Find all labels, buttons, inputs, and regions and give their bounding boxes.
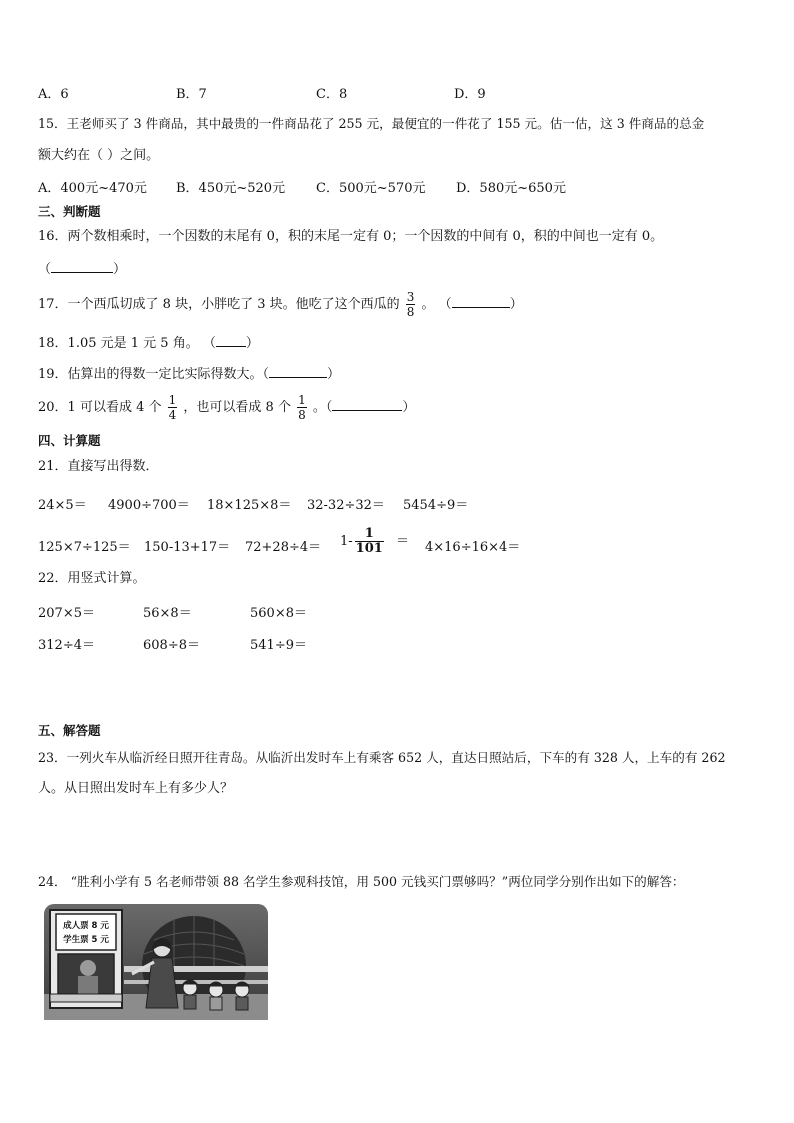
- q17-answer-blank[interactable]: [452, 294, 510, 308]
- q21-r2-c3: 72+28÷4＝: [245, 540, 322, 555]
- q15-option-c: C．500元~570元: [316, 181, 426, 196]
- q22-r1-c2: 56×8＝: [143, 606, 192, 621]
- q20-frac2-denominator: 8: [298, 408, 306, 422]
- q16-answer-blank[interactable]: [51, 259, 113, 273]
- q17-frac-numerator: 3: [406, 290, 415, 304]
- q21-r1-c3: 18×125×8＝: [207, 498, 292, 513]
- q20-frac1-numerator: 1: [168, 393, 177, 407]
- q22-r1-c1: 207×5＝: [38, 606, 95, 621]
- q21-r2-c2: 150-13+17＝: [144, 540, 231, 555]
- q20-mid: ，也可以看成 8 个: [183, 400, 291, 415]
- q18-text: 18．1.05 元是 1 元 5 角。 （: [38, 336, 216, 351]
- q14-option-c: C．8: [316, 87, 348, 102]
- section-heading-word-problems: 五、解答题: [38, 723, 101, 738]
- q20-frac2-numerator: 1: [298, 393, 306, 407]
- q21-r1-c1: 24×5＝: [38, 498, 87, 513]
- q22-r2-c1: 312÷4＝: [38, 638, 95, 653]
- q19-line: [38, 364, 340, 384]
- q21-title: 21．直接写出得数．: [38, 459, 159, 474]
- q16-line1: 16．两个数相乘时，一个因数的末尾有 0，积的末尾一定有 0；一个因数的中间有 0，积的中间也一定有 0。: [38, 229, 664, 244]
- q18-answer-blank[interactable]: [216, 333, 246, 347]
- q20-fraction-2: [297, 393, 307, 422]
- q19-text: 19．估算出的得数一定比实际得数大。（: [38, 367, 270, 382]
- q16-paren-open: （: [38, 262, 52, 277]
- q20-frac1-denominator: 4: [168, 408, 177, 422]
- q20-tail: 。（: [312, 400, 333, 415]
- q20-answer-blank[interactable]: [332, 397, 402, 411]
- q15-option-d: D．580元~650元: [456, 181, 566, 196]
- q20-close: ）: [402, 400, 416, 415]
- q15-option-a: A．400元~470元: [38, 181, 147, 196]
- q21-r1-c4: 32-32÷32＝: [307, 498, 385, 513]
- q23-line1: 23．一列火车从临沂经日照开往青岛。从临沂出发时车上有乘客 652 人，直达日照站后，下车的有 328 人，上车的有 262: [38, 750, 726, 765]
- section-heading-calculation: 四、计算题: [38, 433, 101, 448]
- q17-text: 17．一个西瓜切成了 8 块，小胖吃了 3 块。他吃了这个西瓜的: [38, 297, 400, 312]
- q22-r2-c3: 541÷9＝: [250, 638, 307, 653]
- q21-r2-c4: [340, 522, 409, 562]
- q21-r1-c5: 5454÷9＝: [403, 498, 469, 513]
- q20-line: [38, 392, 415, 424]
- q17-tail: 。 （: [421, 297, 452, 312]
- q17-line: [38, 290, 523, 320]
- q18-close: ）: [245, 336, 259, 351]
- q21-r1-c2: 4900÷700＝: [108, 498, 190, 513]
- q15-line2: 额大约在（ ）之间。: [38, 148, 160, 163]
- q21-r2-c4-frac-numerator: 1: [355, 527, 384, 542]
- q15-line1: 15．王老师买了 3 件商品，其中最贵的一件商品花了 255 元，最便宜的一件花了 155 元。估一估，这 3 件商品的总金: [38, 116, 705, 131]
- q17-fraction: [406, 290, 416, 319]
- q21-r2-c5: 4×16÷16×4＝: [425, 540, 521, 555]
- q18-line: [38, 333, 259, 353]
- q17-frac-denominator: 8: [406, 305, 415, 319]
- q14-option-d: D．9: [454, 87, 486, 102]
- q21-r2-c4-pre: 1-: [340, 534, 353, 549]
- q16-answer-slot: [38, 259, 126, 279]
- q19-close: ）: [327, 367, 341, 382]
- q21-r2-c4-eq: ＝: [395, 534, 409, 549]
- q19-answer-blank[interactable]: [269, 364, 327, 378]
- q15-option-b: B．450元~520元: [176, 181, 286, 196]
- q22-r1-c3: 560×8＝: [250, 606, 307, 621]
- ticket-booth-illustration: [44, 904, 268, 1020]
- q21-r2-c1: 125×7÷125＝: [38, 540, 131, 555]
- q17-close: ）: [509, 297, 523, 312]
- q20-pre: 20．1 可以看成 4 个: [38, 400, 162, 415]
- q21-r2-c4-fraction: [355, 527, 384, 556]
- q20-fraction-1: [168, 393, 178, 422]
- q24-line1: 24． “胜利小学有 5 名老师带领 88 名学生参观科技馆，用 500 元钱买门票够吗？”两位同学分别作出如下的解答：: [38, 874, 685, 889]
- q14-option-b: B．7: [176, 87, 207, 102]
- q14-option-a: A．6: [38, 87, 69, 102]
- q16-paren-close: ）: [113, 262, 127, 277]
- q23-line2: 人。从日照出发时车上有多少人？: [38, 781, 234, 796]
- q21-r2-c4-frac-denominator: 101: [355, 541, 383, 556]
- q22-r2-c2: 608÷8＝: [143, 638, 200, 653]
- sign-adult-ticket: 成人票 8 元: [63, 921, 109, 931]
- sign-student-ticket: 学生票 5 元: [63, 935, 109, 945]
- q22-title: 22．用竖式计算。: [38, 571, 146, 586]
- section-heading-judgement: 三、判断题: [38, 204, 101, 219]
